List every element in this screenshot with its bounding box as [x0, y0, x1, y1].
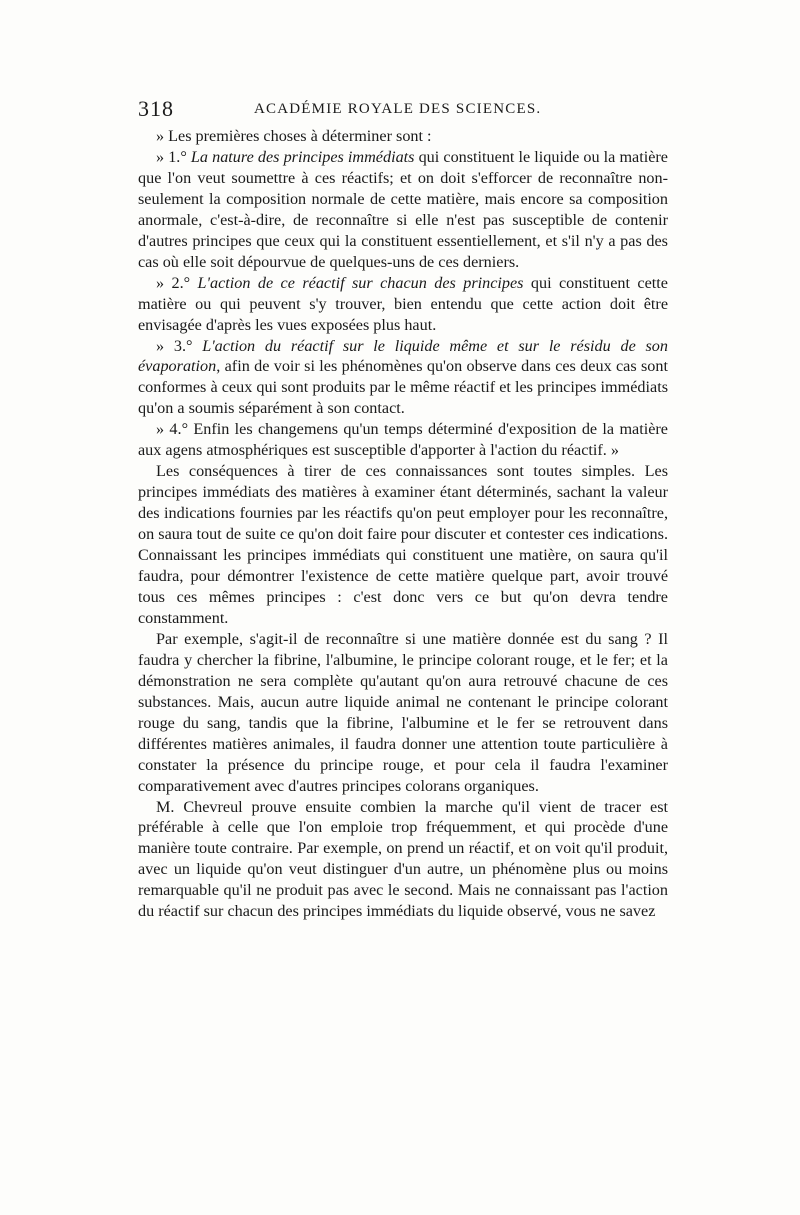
paragraph-italic-title: L'action du réactif sur le liquide même et sur le résidu de son évaporation [138, 336, 668, 376]
paragraph-italic-title: L'action de ce réactif sur chacun des principes [197, 273, 524, 292]
paragraph-text: Les conséquences à tirer de ces connaissances sont toutes simples. Les principes immédiats des matières à examiner étant déterminés, sachant la valeur des indications fournies par les réactifs qu'on peut employer pour les reconnaître, on saura tout de suite ce qu'on doit faire pour discuter et contester ces indications. Connaissant les principes immédiats qui constituent une matière, on saura qu'il faudra, pour démontrer l'existence de cette matière quelque part, avoir trouvé tous ces mêmes principes : c'est donc vers ce but qu'on devra tendre constamment. [138, 462, 668, 627]
paragraph [138, 419, 668, 461]
running-title: ACADÉMIE ROYALE DES SCIENCES. [254, 101, 542, 117]
paragraph [138, 273, 668, 336]
paragraph [138, 797, 668, 923]
paragraph-text: qui constituent cette matière ou qui peuvent s'y trouver, bien entendu que cette action doit être envisagée d'après les vues exposées plus haut. [138, 273, 668, 334]
paragraph [138, 629, 668, 797]
paragraph-lead: » 3.° [156, 336, 203, 355]
paragraph [138, 126, 668, 147]
paragraph [138, 336, 668, 420]
paragraph-italic-title: La nature des principes immédiats [190, 147, 415, 166]
page-number: 318 [138, 96, 174, 121]
paragraph-text: Par exemple, s'agit-il de reconnaître si une matière donnée est du sang ? Il faudra y chercher la fibrine, l'albumine, le principe colorant rouge, et le fer; et la démonstration ne sera complète qu'autant qu'on aura retrouvé chacune de ces substances. Mais, aucun autre liquide animal ne contenant le principe colorant rouge du sang, tandis que la fibrine, l'albumine et le fer se retrouvent dans différentes matières animales, il faudra donner une attention toute particulière à constater la présence du principe rouge, et pour cela il faudra l'examiner comparativement avec d'autres principes colorans organiques. [138, 629, 668, 795]
paragraph-text: » 4.° Enfin les changemens qu'un temps déterminé d'exposition de la matière aux agens atmosphériques est susceptible d'apporter à l'action du réactif. » [138, 420, 668, 460]
paragraph [138, 461, 668, 629]
paragraph-text: qui constituent le liquide ou la matière que l'on veut soumettre à ces réactifs; et on doit s'efforcer de reconnaître non-seulement la composition normale de cette matière, mais encore sa composition anormale, c'est-à-dire, de reconnaître si elle n'est pas susceptible de contenir d'autres principes que ceux qui la constituent essentiellement, et s'il n'y a pas des cas où elle soit dépourvue de quelques-uns de ces derniers. [138, 147, 668, 271]
page-header [138, 96, 668, 124]
body-text [138, 126, 668, 922]
paragraph-text: , afin de voir si les phénomènes qu'on observe dans ces deux cas sont conformes à ceux qui sont produits par le même réactif et les principes immédiats qu'on a soumis séparément à son contact. [138, 357, 668, 418]
paragraph [138, 147, 668, 273]
paragraph-lead: » 2.° [156, 273, 198, 292]
paragraph-text: » Les premières choses à déterminer sont : [156, 127, 432, 145]
paragraph-lead: » 1.° [156, 147, 191, 166]
paragraph-text: M. Chevreul prouve ensuite combien la marche qu'il vient de tracer est préférable à celle que l'on emploie trop fréquemment, et qui procède d'une manière toute contraire. Par exemple, on prend un réactif, et on voit qu'il produit, avec un liquide qu'on veut distinguer d'un autre, un phénomène plus ou moins remarquable qu'il ne produit pas avec le second. Mais ne connaissant pas l'action du réactif sur chacun des principes immédiats du liquide observé, vous ne savez [138, 797, 668, 921]
